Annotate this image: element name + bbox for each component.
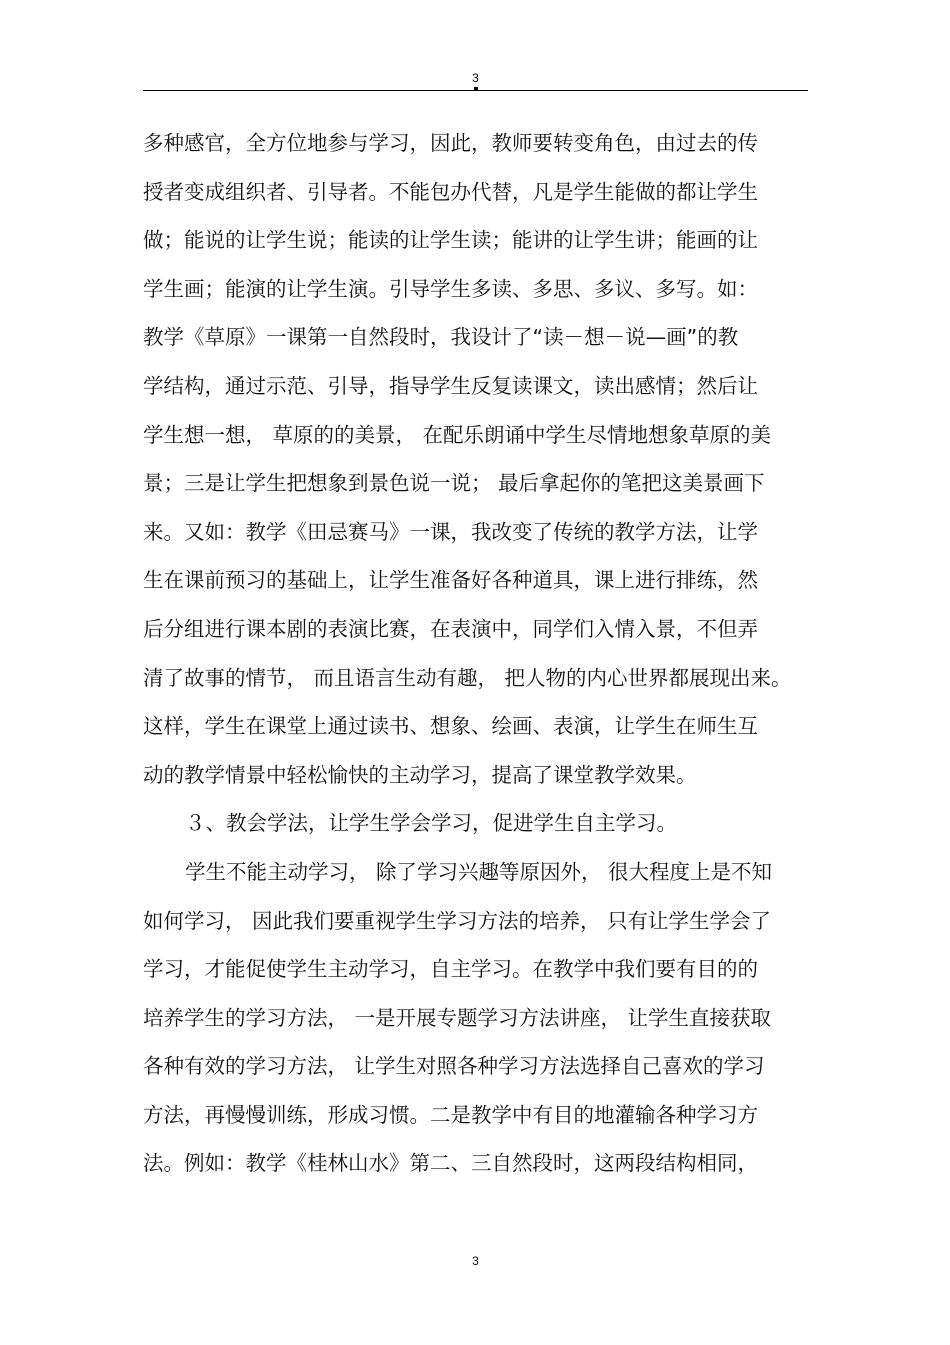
body-line: 生在课前预习的基础上，让学生准备好各种道具，课上进行排练，然 — [143, 568, 758, 593]
body-line: 后分组进行课本剧的表演比赛，在表演中，同学们入情入景，不但弄 — [143, 616, 758, 641]
page-header — [143, 70, 808, 92]
body-line: 清了故事的情节， 而且语言生动有趣， 把人物的内心世界都展现出来。 — [143, 665, 792, 690]
body-line: 如何学习， 因此我们要重视学生学习方法的培养， 只有让学生学会了 — [143, 908, 772, 933]
body-line: 学生不能主动学习， 除了学习兴趣等原因外， 很大程度上是不知 — [185, 859, 773, 884]
body-line: 学生画；能演的让学生演。引导学生多读、多思、多议、多写。如： — [143, 276, 758, 301]
body-line: 多种感官，全方位地参与学习，因此，教师要转变角色，由过去的传 — [143, 131, 758, 155]
footer-page-number: 3 — [472, 1254, 479, 1268]
body-line: 来。又如：教学《田忌赛马》一课，我改变了传统的教学方法，让学 — [143, 519, 758, 544]
body-line: 这样，学生在课堂上通过读书、想象、绘画、表演，让学生在师生互 — [143, 714, 758, 739]
body-line: 教学《草原》一课第一自然段时，我设计了“读－想－说—画”的教 — [143, 325, 739, 350]
body-line: 动的教学情景中轻松愉快的主动学习，提高了课堂教学效果。 — [143, 762, 697, 787]
body-line: 培养学生的学习方法， 一是开展专题学习方法讲座， 让学生直接获取 — [143, 1005, 772, 1030]
document-body — [143, 126, 808, 1195]
body-line: 法。例如：教学《桂林山水》第二、三自然段时，这两段结构相同， — [143, 1151, 758, 1176]
header-rule-mark — [474, 87, 478, 91]
body-line: 景；三是让学生把想象到景色说一说； 最后拿起你的笔把这美景画下 — [143, 471, 765, 496]
body-line: 学生想一想， 草原的的美景， 在配乐朗诵中学生尽情地想象草原的美 — [143, 422, 772, 447]
body-line: 做；能说的让学生说；能读的让学生读；能讲的让学生讲；能画的让 — [143, 228, 758, 253]
body-line: 学结构，通过示范、引导，指导学生反复读课文，读出感情；然后让 — [143, 373, 758, 398]
body-line: 学习，才能促使学生主动学习，自主学习。在教学中我们要有目的的 — [143, 957, 758, 982]
body-line: 授者变成组织者、引导者。不能包办代替，凡是学生能做的都让学生 — [143, 179, 758, 204]
header-page-number: 3 — [472, 71, 479, 85]
body-line: 方法，再慢慢训练，形成习惯。二是教学中有目的地灌输各种学习方 — [143, 1102, 758, 1127]
body-line: 各种有效的学习方法， 让学生对照各种学习方法选择自己喜欢的学习 — [143, 1054, 765, 1079]
section-heading: ３、教会学法，让学生学会学习，促进学生自主学习。 — [185, 811, 677, 836]
